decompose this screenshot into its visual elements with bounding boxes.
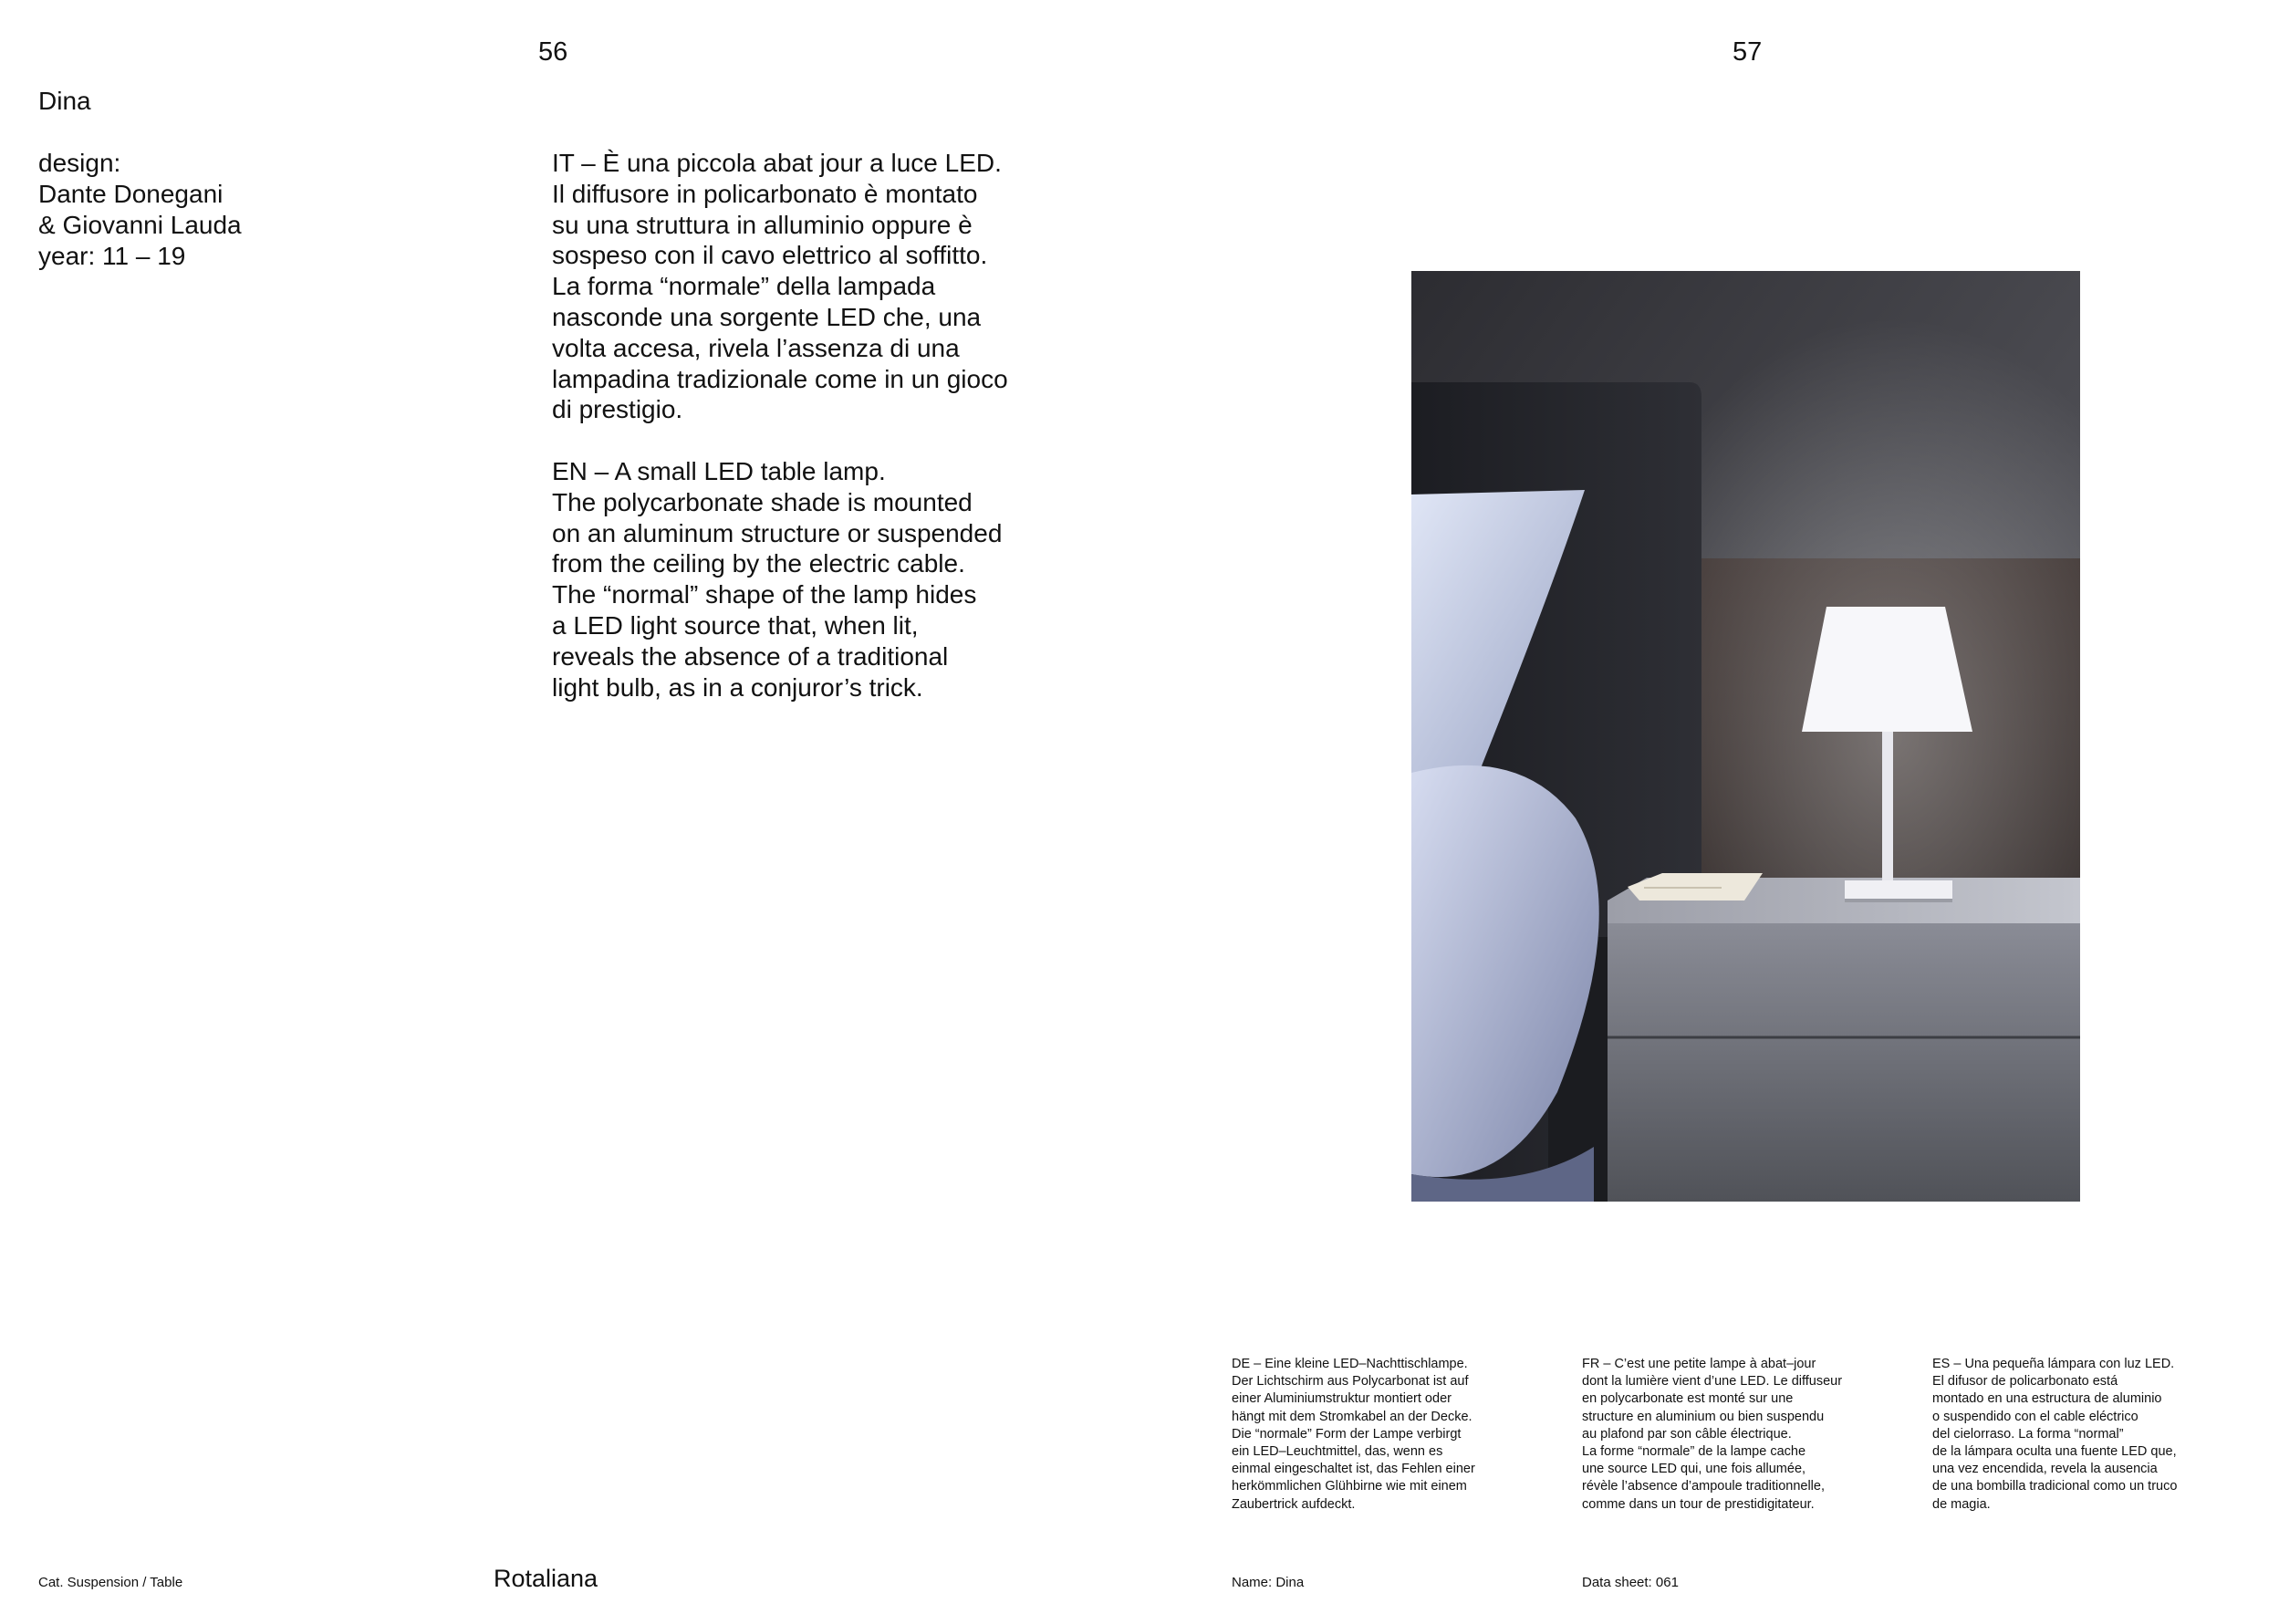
page-number-right: 57 bbox=[1733, 37, 1763, 67]
main-description bbox=[552, 148, 1136, 734]
product-name: Dina bbox=[38, 87, 91, 115]
description-it: IT – È una piccola abat jour a luce LED. Il diffusore in policarbonato è montato su una struttura in alluminio oppure è sospeso con il cavo elettrico al soffitto. La forma “normale” della lampada nasconde una sorgente LED che, una volta accesa, rivela l’assenza di una lampadina tradizionale come in un gioco di prestigio. bbox=[552, 149, 1008, 424]
description-fr: FR – C’est une petite lampe à abat–jour dont la lumière vient d’une LED. Le diffuseur en polycarbonate est monté sur une structure en aluminium ou bien suspendu au plafond par son câble électrique. La forme “normale” de la lampe cache une source LED qui, une fois allumée, révèle l’absence d’ampoule traditionnelle, comme dans un tour de prestidigitateur. bbox=[1582, 1357, 1843, 1512]
design-label: design: bbox=[38, 149, 121, 177]
footer-category: Cat. Suspension / Table bbox=[38, 1575, 183, 1590]
product-year: year: 11 – 19 bbox=[38, 242, 186, 270]
description-de: DE – Eine kleine LED–Nachttischlampe. Der Lichtschirm aus Polycarbonat ist auf einer Aluminiumstruktur montiert oder hängt mit dem Stromkabel an der Decke. Die “normale” Form der Lampe verbirgt ein LED–Leuchtmittel, das, wenn es einmal eingeschaltet ist, das Fehlen einer herkömmlichen Glühbirne wie mit einem Zaubertrick aufdeckt. bbox=[1232, 1357, 1475, 1512]
brand-name: Rotaliana bbox=[494, 1565, 598, 1592]
product-meta bbox=[38, 86, 242, 272]
footer-product-name: Name: Dina bbox=[1232, 1575, 1305, 1590]
page-number-left: 56 bbox=[538, 37, 568, 67]
description-es: ES – Una pequeña lámpara con luz LED. El difusor de policarbonato está montado en una estructura de aluminio o suspendido con el cable eléctrico del cielorraso. La forma “normal” de la lámpara oculta una fuente LED que, una vez encendida, revela la ausencia de una bombilla tradicional como un truco de magia. bbox=[1932, 1357, 2178, 1512]
description-en: EN – A small LED table lamp. The polycarbonate shade is mounted on an aluminum structure or suspended from the ceiling by the electric cable. The “normal” shape of the lamp hides a LED light source that, when lit, reveals the absence of a traditional light bulb, as in a conjuror’s trick. bbox=[552, 456, 1003, 702]
designer-2: & Giovanni Lauda bbox=[38, 211, 242, 239]
lamp-photo bbox=[1411, 271, 2080, 1202]
designer-1: Dante Donegani bbox=[38, 180, 224, 208]
footer-data-sheet: Data sheet: 061 bbox=[1582, 1575, 1679, 1590]
